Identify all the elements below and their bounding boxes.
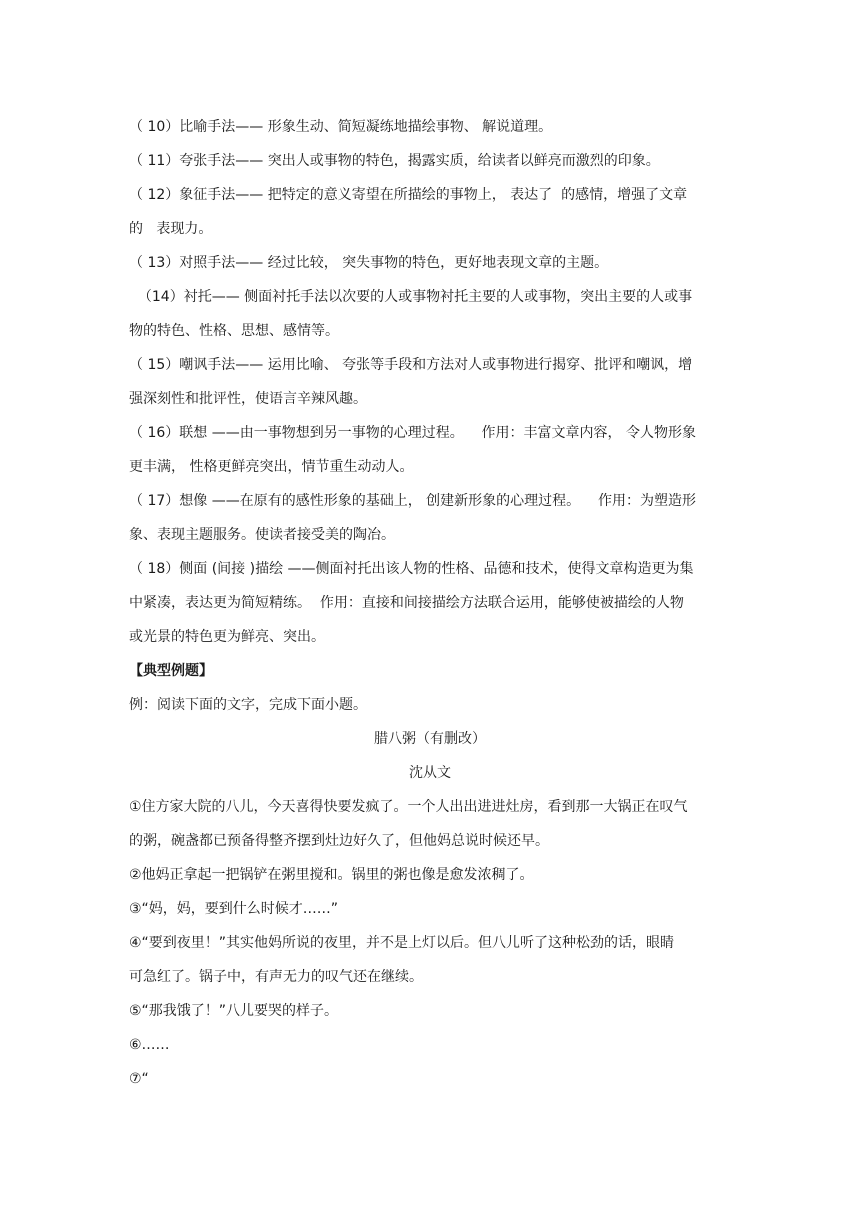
text-line: 强深刻性和批评性，使语言辛辣风趣。 bbox=[129, 391, 367, 407]
text-line: 中紧凑，表达更为简短精练。 作用：直接和间接描绘方法联合运用，能够使被描绘的人物 bbox=[129, 595, 684, 611]
story-line: ③“妈，妈，要到什么时候才……” bbox=[129, 901, 339, 917]
text-line: 更丰满， 性格更鲜亮突出，情节重生动动人。 bbox=[129, 459, 414, 475]
story-author: 沈从文 bbox=[409, 765, 451, 781]
text-line: （ 18）侧面 (间接 )描绘 ——侧面衬托出该人物的性格、品德和技术，使得文章构造更为集 bbox=[129, 561, 694, 577]
story-line: ⑥…… bbox=[129, 1037, 170, 1053]
story-line: 可急红了。锅子中，有声无力的叹气还在继续。 bbox=[129, 969, 423, 985]
text-line: （ 13）对照手法—— 经过比较， 突失事物的特色，更好地表现文章的主题。 bbox=[129, 255, 609, 271]
section-heading: 【典型例题】 bbox=[129, 663, 213, 679]
text-line: 物的特色、性格、思想、感情等。 bbox=[129, 323, 339, 339]
story-line: 的粥，碗盏都已预备得整齐摆到灶边好久了，但他妈总说时候还早。 bbox=[129, 833, 549, 849]
story-line: ②他妈正拿起一把锅铲在粥里搅和。锅里的粥也像是愈发浓稠了。 bbox=[129, 867, 534, 883]
text-line: 象、表现主题服务。使读者接受美的陶冶。 bbox=[129, 527, 395, 543]
story-title: 腊八粥（有删改） bbox=[374, 731, 486, 747]
text-line: （ 15）嘲讽手法—— 运用比喻、 夸张等手段和方法对人或事物进行揭穿、批评和嘲讽，增 bbox=[129, 357, 693, 373]
story-line: ④“要到夜里！”其实他妈所说的夜里，并不是上灯以后。但八儿听了这种松劲的话，眼睛 bbox=[129, 935, 675, 951]
example-prompt: 例：阅读下面的文字，完成下面小题。 bbox=[129, 697, 367, 713]
document-page bbox=[129, 110, 731, 1096]
story-line: ⑦“ bbox=[129, 1071, 149, 1087]
text-line: （14）衬托—— 侧面衬托手法以次要的人或事物衬托主要的人或事物，突出主要的人或事 bbox=[129, 289, 693, 305]
text-line: （ 11）夸张手法—— 突出人或事物的特色，揭露实质，给读者以鲜亮而激烈的印象。 bbox=[129, 153, 660, 169]
text-line: （ 17）想像 ——在原有的感性形象的基础上， 创建新形象的心理过程。 作用：为塑造形 bbox=[129, 493, 696, 509]
text-line: （ 10）比喻手法—— 形象生动、简短凝练地描绘事物、 解说道理。 bbox=[129, 119, 553, 135]
text-line: 或光景的特色更为鲜亮、突出。 bbox=[129, 629, 325, 645]
story-line: ⑤“那我饿了！”八儿要哭的样子。 bbox=[129, 1003, 339, 1019]
text-line: （ 12）象征手法—— 把特定的意义寄望在所描绘的事物上， 表达了 的感情，增强了文章 bbox=[129, 187, 688, 203]
story-line: ①住方家大院的八儿，今天喜得快要发疯了。一个人出出进进灶房，看到那一大锅正在叹气 bbox=[129, 799, 688, 815]
text-line: 的 表现力。 bbox=[129, 221, 213, 237]
text-line: （ 16）联想 ——由一事物想到另一事物的心理过程。 作用：丰富文章内容， 令人物形象 bbox=[129, 425, 696, 441]
